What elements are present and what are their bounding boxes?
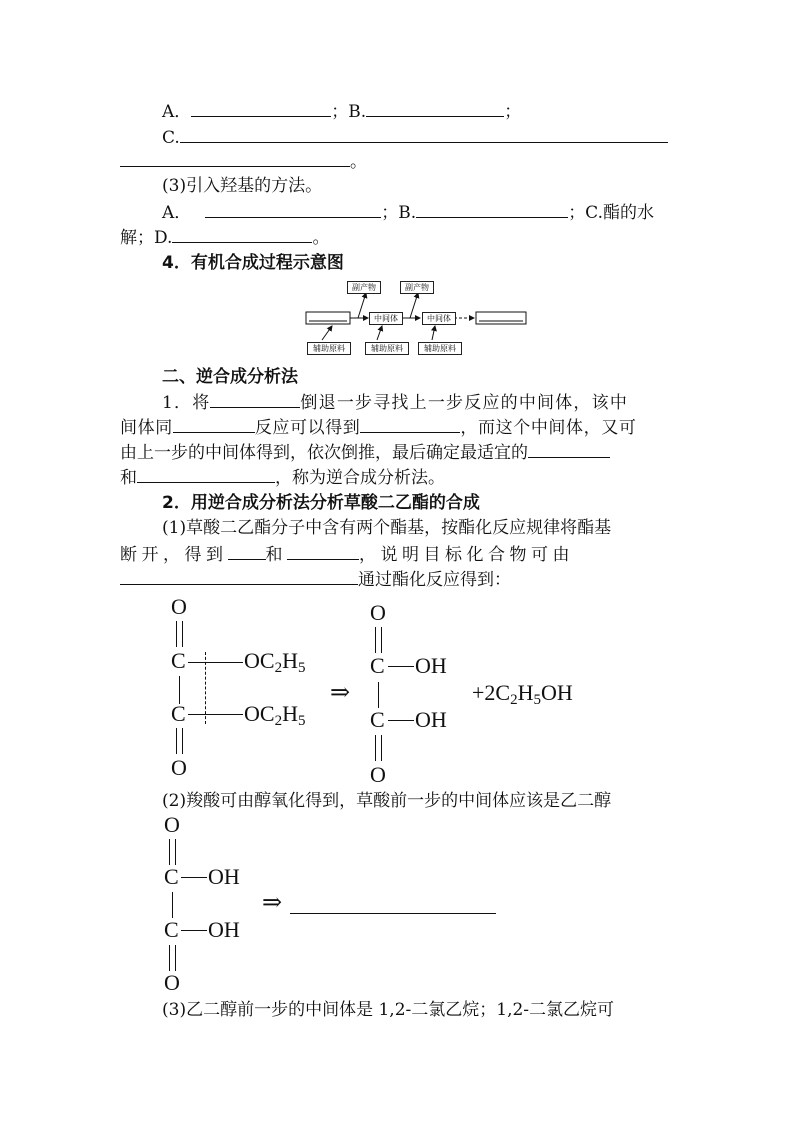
- double-bond-bottom: [176, 728, 183, 754]
- p2-1-line1: (1)草酸二乙酯分子中含有两个酯基，按酯化反应规律将酯基: [162, 518, 612, 538]
- text: ，称为逆合成分析法。: [275, 468, 445, 488]
- atom-o-bottom: O: [171, 755, 187, 780]
- label-b: ；B.: [381, 203, 417, 223]
- blank-split-b[interactable]: [287, 543, 359, 560]
- line-c2: [120, 150, 367, 173]
- blank-route2[interactable]: [137, 466, 275, 483]
- double-bond-top: [375, 627, 382, 653]
- label-b: ；B.: [331, 102, 367, 122]
- p2-2-line1: (2)羧酸可由醇氧化得到，草酸前一步的中间体应该是乙二醇: [162, 791, 612, 811]
- text: 反应可以得到: [254, 418, 361, 438]
- line-c: [162, 126, 668, 149]
- blank-split-a[interactable]: [228, 543, 266, 560]
- aux-material-box-2: 辅助原料: [365, 342, 409, 355]
- double-bond-bottom: [375, 735, 382, 761]
- p1-line1: [162, 391, 628, 414]
- byproduct-box-2: 副产物: [400, 281, 434, 294]
- retro-arrow-2: ⇒: [262, 890, 283, 916]
- atom-o-top: O: [370, 600, 386, 625]
- atom-c2: C: [171, 701, 186, 726]
- line-ab: [162, 100, 521, 123]
- p1-line4: [120, 466, 445, 489]
- blank-c[interactable]: [180, 126, 668, 143]
- bond-c-c: [378, 682, 379, 708]
- p1-line2: [120, 416, 636, 439]
- atom-c2: C: [164, 917, 179, 942]
- sub3-line-b: [120, 226, 329, 249]
- group-oh-1: OH: [208, 864, 240, 889]
- p2-3-line1: (3)乙二醇前一步的中间体是 1,2-二氯乙烷；1,2-二氯乙烷可: [162, 1000, 615, 1020]
- label-a: A．: [162, 102, 192, 122]
- blank-target-molecule[interactable]: [210, 391, 300, 408]
- bond-c2-oh: [388, 720, 414, 721]
- atom-o-top: O: [164, 812, 180, 837]
- blank-route[interactable]: [528, 441, 610, 458]
- text: 和: [120, 468, 137, 488]
- blank-reagent[interactable]: [173, 416, 255, 433]
- sub3-line-a: [162, 201, 654, 224]
- atom-o-bottom: O: [370, 762, 386, 787]
- blank-hydroxyl-a[interactable]: [205, 201, 381, 218]
- bond-c1-oh: [388, 666, 414, 667]
- label-c: ；C.酯的水: [568, 203, 654, 223]
- atom-o-bottom: O: [164, 970, 180, 995]
- bond-c2-o: [188, 714, 243, 715]
- atom-o-top: O: [171, 594, 187, 619]
- text: 断开，得到: [120, 545, 228, 565]
- group-oc2h5-2: OC2H5: [244, 701, 306, 729]
- aux-material-box-1: 辅助原料: [307, 342, 351, 355]
- atom-c1: C: [370, 653, 385, 678]
- double-bond-bottom: [169, 945, 176, 971]
- aux-material-box-3: 辅助原料: [418, 342, 462, 355]
- p2-1-line2: [120, 543, 574, 566]
- text: ，说明目标化合物可由: [359, 545, 574, 565]
- p2-title: 2．用逆合成分析法分析草酸二乙酯的合成: [162, 493, 480, 513]
- bond-c-c: [172, 892, 173, 918]
- p1-line3: [120, 441, 610, 464]
- double-bond-top: [176, 621, 183, 647]
- group-oh-2: OH: [208, 917, 240, 942]
- bond-c1-o: [188, 662, 243, 663]
- atom-c1: C: [171, 648, 186, 673]
- atom-c1: C: [164, 864, 179, 889]
- byproduct-box-1: 副产物: [347, 281, 381, 294]
- blank-hydroxyl-d[interactable]: [172, 226, 312, 243]
- blank-a[interactable]: [191, 100, 331, 117]
- bond-c1-oh: [181, 877, 207, 878]
- text: 由上一步的中间体得到，依次倒推，最后确定最适宜的: [120, 443, 528, 463]
- label-d: 解；D.: [120, 228, 173, 248]
- blank-ethylene-glycol[interactable]: [290, 913, 496, 914]
- double-bond-top: [169, 839, 176, 865]
- bond-c2-oh: [181, 930, 207, 931]
- blank-hydroxyl-b[interactable]: [416, 201, 568, 218]
- blank-product[interactable]: [360, 416, 460, 433]
- text: 倒退一步寻找上一步反应的中间体，该中: [300, 393, 629, 413]
- text: ，而这个中间体，又可: [460, 418, 637, 438]
- text: 间体同: [120, 418, 173, 438]
- text: 1．将: [162, 393, 211, 413]
- period: 。: [350, 152, 367, 172]
- blank-b[interactable]: [366, 100, 504, 117]
- label-a: A．: [162, 203, 192, 223]
- semicolon: ；: [504, 102, 522, 122]
- blank-source[interactable]: [120, 568, 358, 585]
- group-oh-1: OH: [415, 653, 447, 678]
- blank-c2[interactable]: [120, 150, 350, 167]
- sub3-title: (3)引入羟基的方法。: [162, 176, 323, 196]
- bond-c-c: [179, 676, 180, 704]
- intermediate-box-2: 中间体: [422, 312, 456, 325]
- ethanol-term: +2C2H5OH: [472, 680, 573, 708]
- atom-c2: C: [370, 707, 385, 732]
- text: 通过酯化反应得到：: [358, 570, 511, 590]
- section4-title: 4．有机合成过程示意图: [162, 253, 344, 273]
- group-oc2h5-1: OC2H5: [244, 648, 306, 676]
- section2-heading: 二、逆合成分析法: [162, 367, 298, 387]
- intermediate-box-1: 中间体: [369, 312, 403, 325]
- retro-arrow-1: ⇒: [330, 680, 351, 706]
- p2-1-line3: [120, 568, 511, 591]
- text: 和: [265, 545, 287, 565]
- period: 。: [312, 228, 330, 248]
- group-oh-2: OH: [415, 707, 447, 732]
- label-c: C.: [162, 128, 180, 148]
